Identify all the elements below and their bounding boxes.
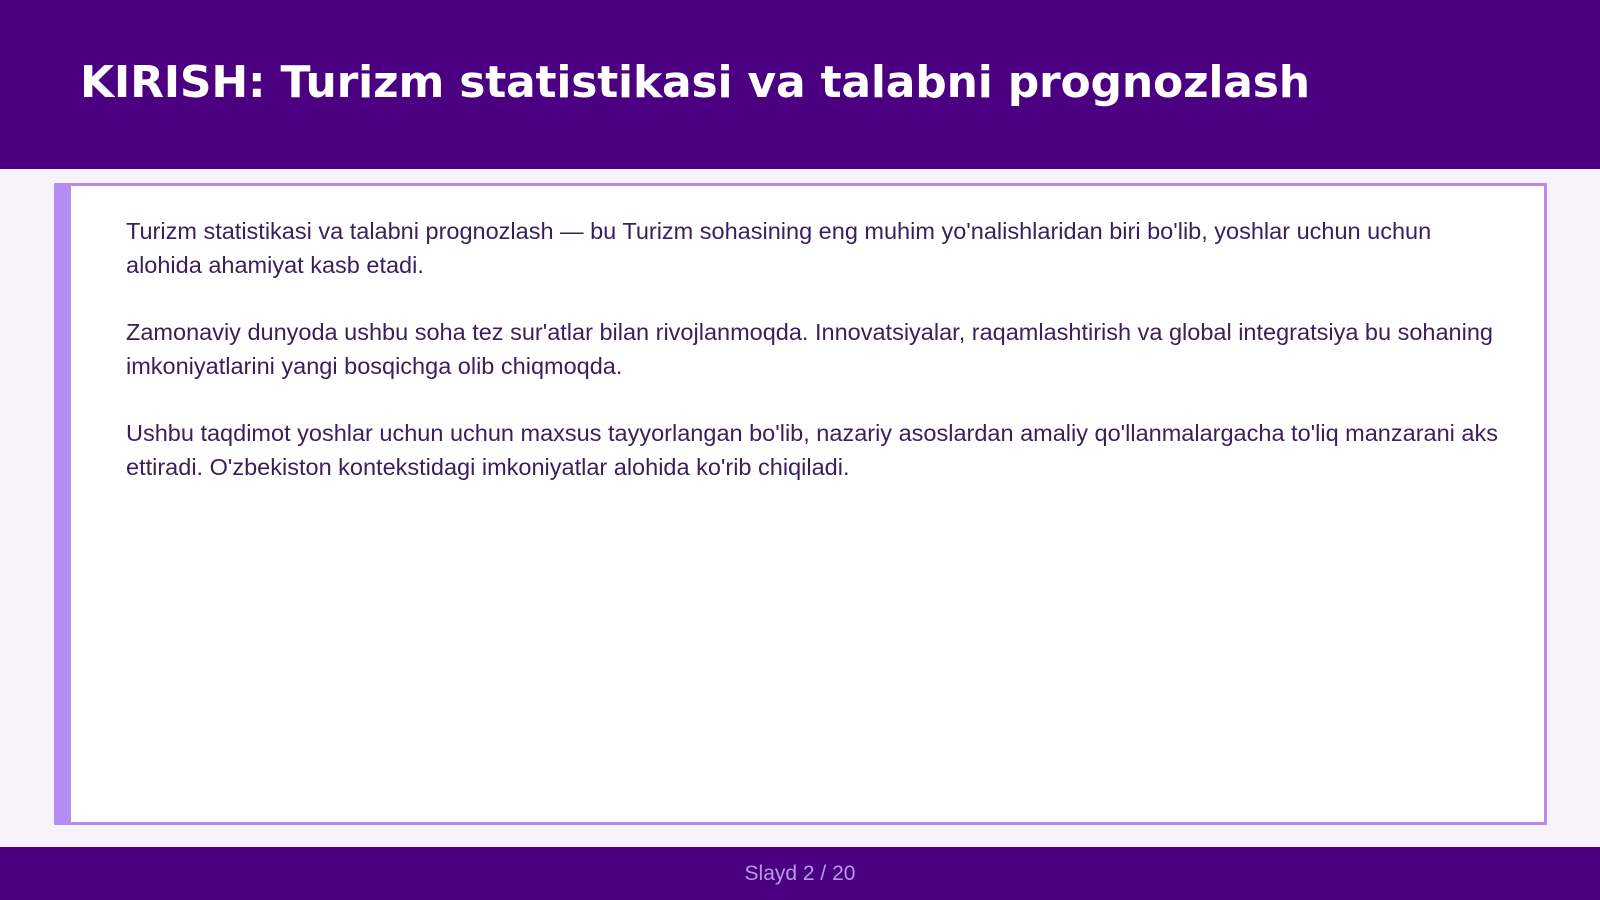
- slide-footer: [0, 847, 1600, 900]
- paragraph-modern-world: Zamonaviy dunyoda ushbu soha tez sur'atlar bilan rivojlanmoqda. Innovatsiyalar, raqamlashtirish va global integratsiya bu sohaning imkoniyatlarini yangi bosqichga olib chiqmoqda.: [126, 319, 1493, 379]
- slide-header: [0, 0, 1600, 169]
- slide-counter: Slayd 2 / 20: [744, 861, 856, 885]
- paragraph-presentation: Ushbu taqdimot yoshlar uchun uchun maxsus tayyorlangan bo'lib, nazariy asoslardan amaliy qo'llanmalargacha to'liq manzarani aks ettiradi. O'zbekiston kontekstidagi imkoniyatlar alohida ko'rib chiqiladi.: [126, 420, 1498, 480]
- paragraph-intro: Turizm statistikasi va talabni prognozlash — bu Turizm sohasining eng muhim yo'nalishlaridan biri bo'lib, yoshlar uchun uchun alohida ahamiyat kasb etadi.: [126, 218, 1432, 278]
- content-text: [126, 214, 1506, 517]
- content-card: [54, 183, 1547, 825]
- slide-title: KIRISH: Turizm statistikasi va talabni prognozlash: [80, 57, 1310, 108]
